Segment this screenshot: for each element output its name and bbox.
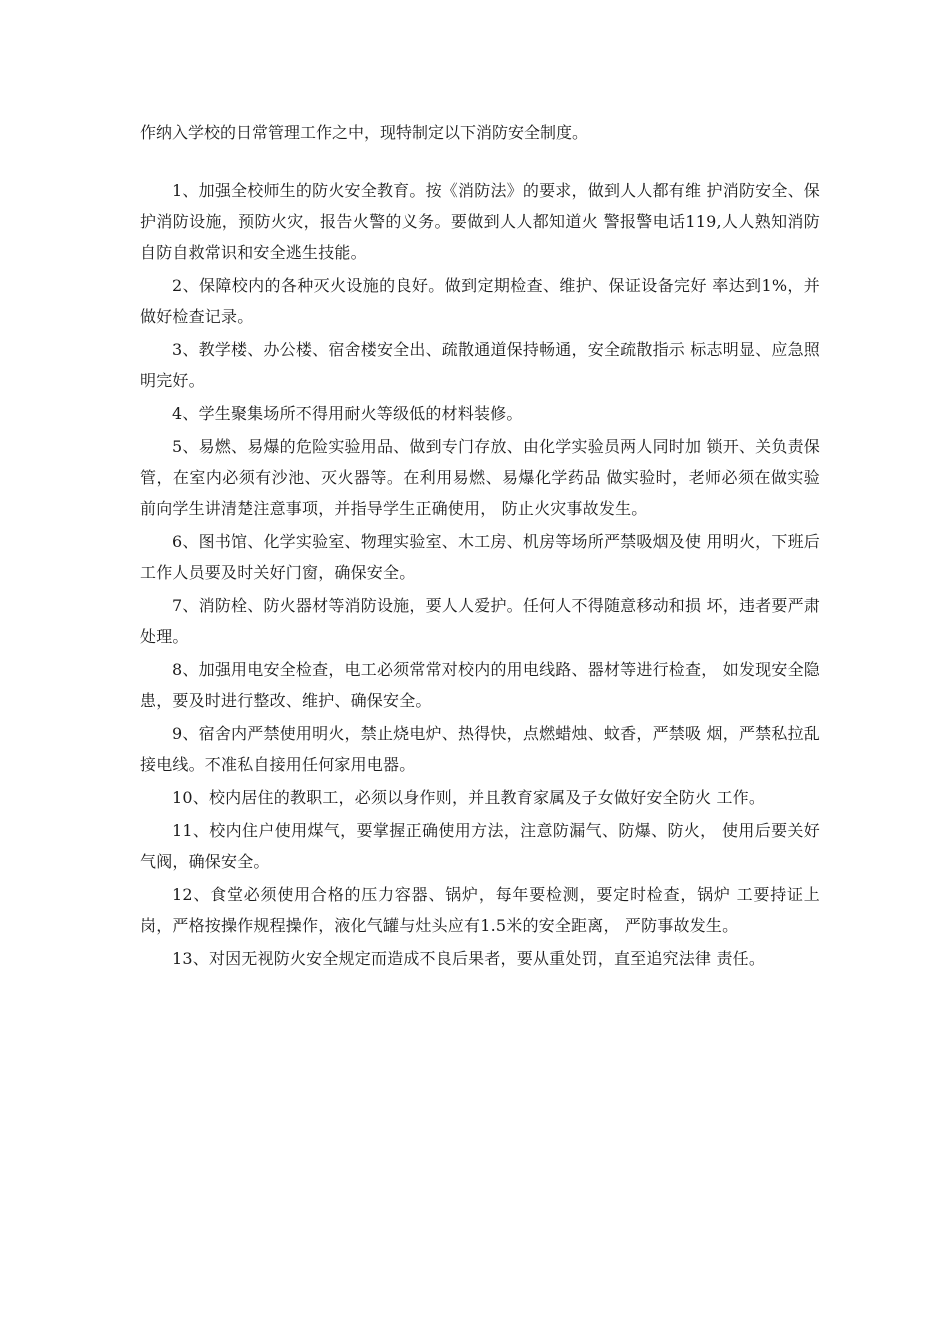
regulation-item-10: 10、校内居住的教职工，必须以身作则，并且教育家属及子女做好安全防火 工作。 bbox=[172, 788, 766, 807]
regulation-item-2: 2、保障校内的各种灭火设施的良好。做到定期检查、维护、保证设备完好 率达到1%，并做好检查记录。 bbox=[140, 276, 820, 326]
regulation-item-3: 3、教学楼、办公楼、宿舍楼安全出、疏散通道保持畅通，安全疏散指示 标志明显、应急照明完好。 bbox=[140, 340, 820, 390]
regulation-item-9: 9、宿舍内严禁使用明火，禁止烧电炉、热得快，点燃蜡烛、蚊香，严禁吸 烟，严禁私拉乱接电线。不准私自接用任何家用电器。 bbox=[140, 724, 820, 774]
regulation-item-11: 11、校内住户使用煤气，要掌握正确使用方法，注意防漏气、防爆、防火， 使用后要关好气阀，确保安全。 bbox=[140, 821, 820, 871]
regulation-item-13: 13、对因无视防火安全规定而造成不良后果者，要从重处罚，直至追究法律 责任。 bbox=[172, 949, 766, 968]
regulation-item-7: 7、消防栓、防火器材等消防设施，要人人爱护。任何人不得随意移动和损 坏，违者要严肃处理。 bbox=[140, 596, 820, 646]
regulation-item-1: 1、加强全校师生的防火安全教育。按《消防法》的要求，做到人人都有维 护消防安全、保护消防设施，预防火灾，报告火警的义务。要做到人人都知道火 警报警电话119,人人熟知消防自防自救常识和安全逃生技能。 bbox=[140, 181, 820, 262]
regulation-list bbox=[140, 175, 820, 976]
regulation-item-5: 5、易燃、易爆的危险实验用品、做到专门存放、由化学实验员两人同时加 锁开、关负责保管，在室内必须有沙池、灭火器等。在利用易燃、易爆化学药品 做实验时，老师必须在做实验前向学生讲清楚注意事项，并指导学生正确使用， 防止火灾事故发生。 bbox=[140, 437, 820, 518]
regulation-item-4: 4、学生聚集场所不得用耐火等级低的材料装修。 bbox=[172, 404, 523, 423]
regulation-item-8: 8、加强用电安全检查，电工必须常常对校内的用电线路、器材等进行检查， 如发现安全隐患，要及时进行整改、维护、确保安全。 bbox=[140, 660, 820, 710]
regulation-item-12: 12、食堂必须使用合格的压力容器、锅炉，每年要检测，要定时检查，锅炉 工要持证上岗，严格按操作规程操作，液化气罐与灶头应有1.5米的安全距离， 严防事故发生。 bbox=[140, 885, 820, 935]
regulation-item-6: 6、图书馆、化学实验室、物理实验室、木工房、机房等场所严禁吸烟及使 用明火，下班后工作人员要及时关好门窗，确保安全。 bbox=[140, 532, 820, 582]
intro-line: 作纳入学校的日常管理工作之中，现特制定以下消防安全制度。 bbox=[140, 123, 589, 142]
